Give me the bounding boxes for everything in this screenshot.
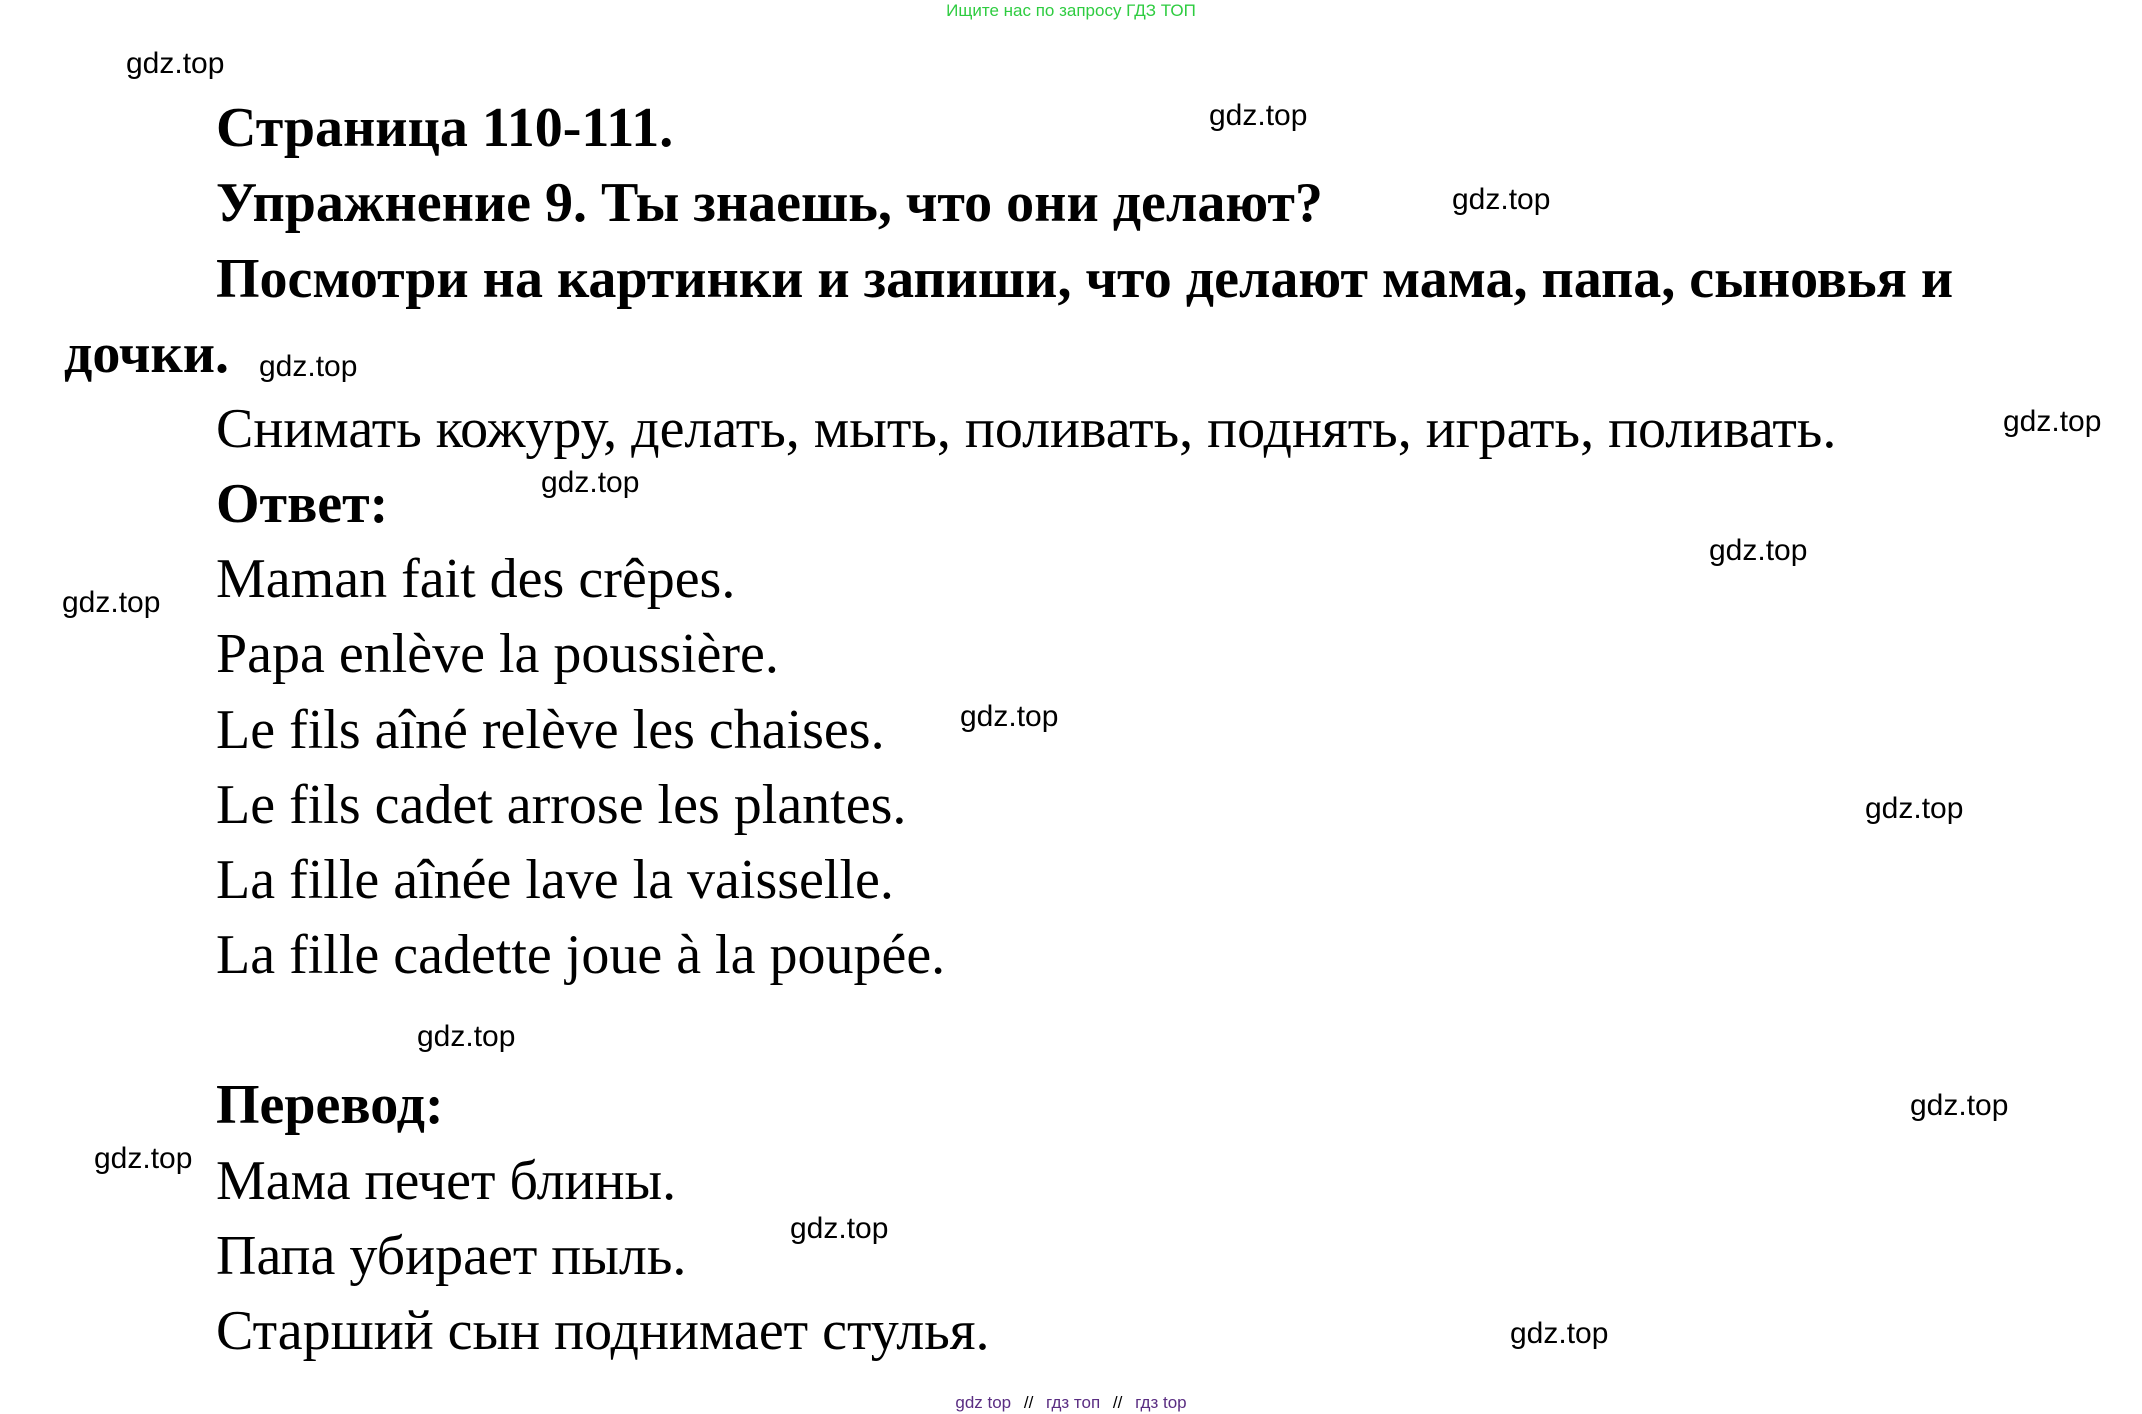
watermark: gdz.top xyxy=(1452,183,1551,216)
task-text-line-2: дочки. xyxy=(64,323,229,385)
watermark: gdz.top xyxy=(541,466,640,499)
watermark: gdz.top xyxy=(1510,1317,1609,1350)
footer-separator: // xyxy=(1023,1393,1034,1412)
watermark: gdz.top xyxy=(960,700,1059,733)
watermark: gdz.top xyxy=(1865,792,1964,825)
watermark: gdz.top xyxy=(126,47,225,80)
watermark: gdz.top xyxy=(1709,534,1808,567)
answer-line: Papa enlève la poussière. xyxy=(216,623,779,685)
watermark: gdz.top xyxy=(62,586,161,619)
answer-heading: Ответ: xyxy=(216,473,389,535)
verbs-list: Снимать кожуру, делать, мыть, поливать, поднять, играть, поливать. xyxy=(216,398,1837,460)
watermark: gdz.top xyxy=(259,350,358,383)
translation-line: Папа убирает пыль. xyxy=(216,1225,687,1287)
translation-line: Старший сын поднимает стулья. xyxy=(216,1300,990,1362)
page-title: Страница 110-111. xyxy=(216,97,674,159)
footer-link[interactable]: gdz top xyxy=(955,1393,1012,1412)
footer-links xyxy=(0,1392,2142,1414)
watermark: gdz.top xyxy=(790,1212,889,1245)
watermark: gdz.top xyxy=(1209,99,1308,132)
answer-line: La fille aînée lave la vaisselle. xyxy=(216,849,894,911)
answer-line: Le fils aîné relève les chaises. xyxy=(216,699,885,761)
top-banner: Ищите нас по запросу ГДЗ ТОП xyxy=(946,1,1196,20)
task-text-line-1: Посмотри на картинки и запиши, что делают мама, папа, сыновья и xyxy=(216,248,1954,310)
watermark: gdz.top xyxy=(417,1020,516,1053)
watermark: gdz.top xyxy=(2003,405,2102,438)
answer-line: Le fils cadet arrose les plantes. xyxy=(216,774,907,836)
footer-link[interactable]: гдз топ xyxy=(1046,1393,1101,1412)
answer-line: La fille cadette joue à la poupée. xyxy=(216,924,946,986)
watermark: gdz.top xyxy=(94,1142,193,1175)
exercise-title: Упражнение 9. Ты знаешь, что они делают? xyxy=(216,172,1323,234)
translation-heading: Перевод: xyxy=(216,1074,444,1136)
footer-link[interactable]: гдз top xyxy=(1135,1393,1187,1412)
footer-separator: // xyxy=(1112,1393,1123,1412)
watermark: gdz.top xyxy=(1910,1089,2009,1122)
translation-line: Мама печет блины. xyxy=(216,1150,677,1212)
answer-line: Maman fait des crêpes. xyxy=(216,548,736,610)
